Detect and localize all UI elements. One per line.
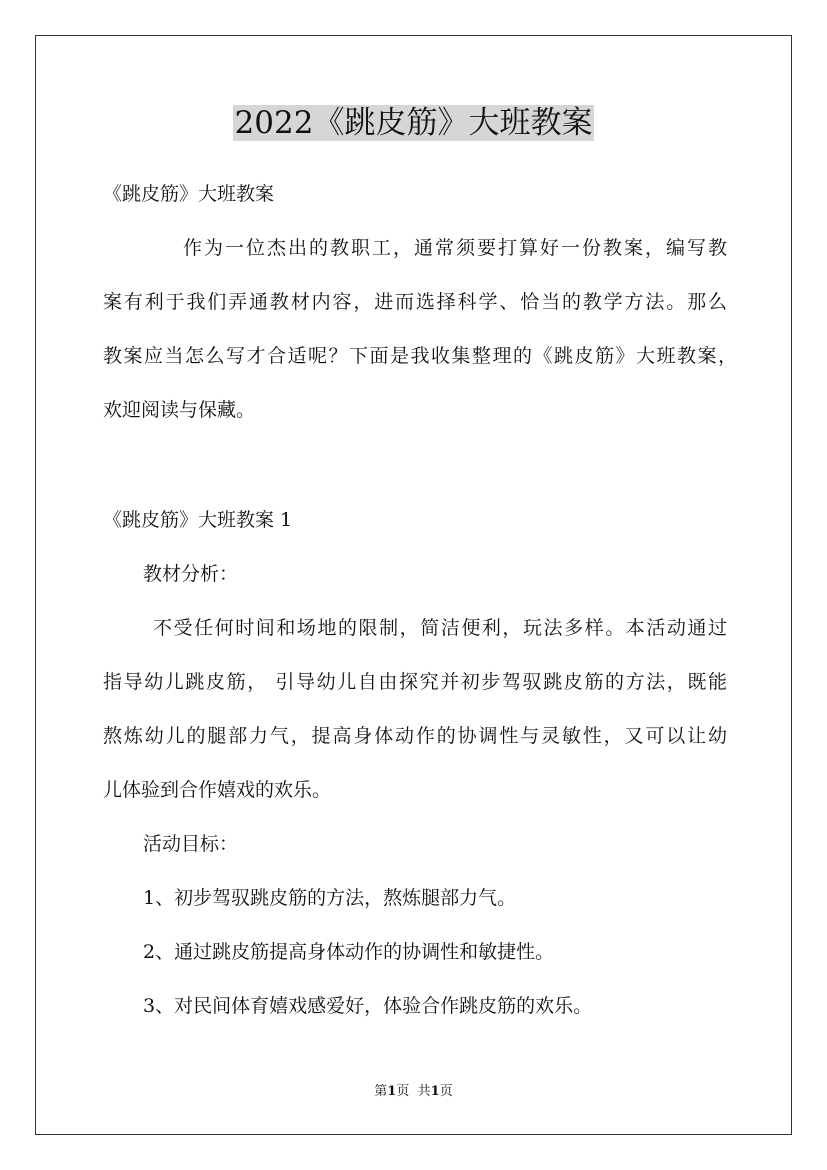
document-title: 2022《跳皮筋》大班教案 bbox=[234, 105, 593, 141]
intro-line-3: 教案应当怎么写才合适呢？下面是我收集整理的《跳皮筋》大班教案， bbox=[103, 345, 737, 367]
total-label-prefix: 共 bbox=[417, 1084, 431, 1099]
goal-item-2: 2、通过跳皮筋提高身体动作的协调性和敏捷性。 bbox=[143, 941, 555, 963]
page-label-suffix: 页 bbox=[396, 1084, 410, 1099]
page-label-prefix: 第 bbox=[374, 1084, 388, 1099]
material-line-1: 不受任何时间和场地的限制，简洁便利，玩法多样。本活动通过 bbox=[153, 617, 727, 639]
goal-item-1: 1、初步驾驭跳皮筋的方法，熬炼腿部力气。 bbox=[143, 887, 517, 909]
intro-line-2: 案有利于我们弄通教材内容，进而选择科学、恰当的教学方法。那么 bbox=[103, 291, 727, 313]
total-pages: 1 bbox=[430, 1084, 440, 1099]
heading-lesson-plan-1: 《跳皮筋》大班教案 1 bbox=[103, 509, 293, 531]
section-material-analysis: 教材分析： bbox=[143, 563, 239, 585]
page-number: 1 bbox=[387, 1084, 397, 1099]
goal-item-3: 3、对民间体育嬉戏感爱好，体验合作跳皮筋的欢乐。 bbox=[143, 995, 593, 1017]
material-line-3: 熬炼幼儿的腿部力气，提高身体动作的协调性与灵敏性，又可以让幼 bbox=[103, 725, 727, 747]
material-line-4: 儿体验到合作嬉戏的欢乐。 bbox=[103, 779, 332, 801]
intro-line-4: 欢迎阅读与保藏。 bbox=[103, 399, 256, 421]
intro-line-1: 作为一位杰出的教职工，通常须要打算好一份教案，编写教 bbox=[183, 237, 727, 259]
section-activity-goals: 活动目标： bbox=[143, 833, 239, 855]
heading-lesson-plan: 《跳皮筋》大班教案 bbox=[103, 183, 275, 205]
page-footer bbox=[0, 1082, 827, 1102]
total-label-suffix: 页 bbox=[439, 1084, 453, 1099]
material-line-2: 指导幼儿跳皮筋， 引导幼儿自由探究并初步驾驭跳皮筋的方法，既能 bbox=[103, 671, 727, 693]
